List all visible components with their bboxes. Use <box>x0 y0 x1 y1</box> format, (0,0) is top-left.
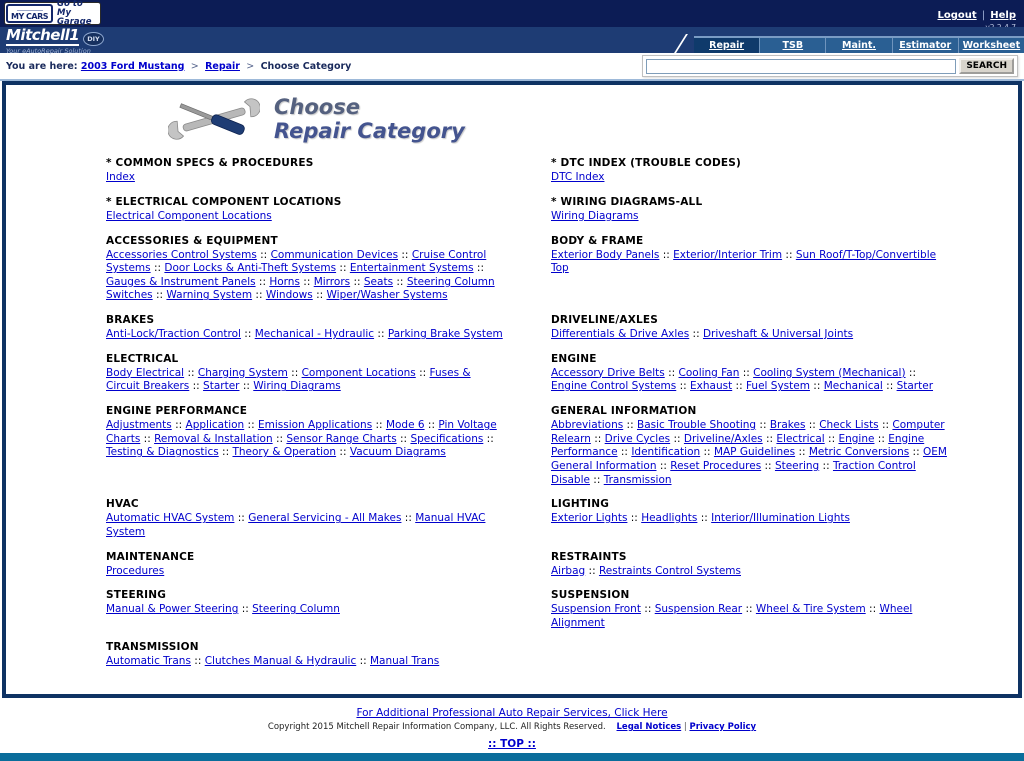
category-link[interactable]: Cooling System (Mechanical) <box>753 366 906 379</box>
link-separator: :: <box>299 275 314 288</box>
link-separator: :: <box>659 248 674 261</box>
category-link[interactable]: Fuses & Circuit Breakers <box>106 366 471 393</box>
link-separator: :: <box>676 380 691 393</box>
divider: | <box>981 10 986 21</box>
link-separator: :: <box>252 289 266 302</box>
link-separator: :: <box>393 275 407 288</box>
link-separator: :: <box>184 366 198 379</box>
category-section <box>106 498 503 539</box>
tab-maint[interactable]: Maint. <box>825 38 891 53</box>
link-separator: :: <box>623 419 637 432</box>
plate-decoration <box>17 7 43 11</box>
category-link[interactable]: Driveline/Axles <box>683 432 763 445</box>
breadcrumb-separator: > <box>246 60 255 72</box>
category-link[interactable]: Adjustments <box>106 419 172 432</box>
breadcrumb-row <box>0 53 1024 79</box>
breadcrumb-repair-link[interactable]: Repair <box>205 60 240 72</box>
privacy-policy-link[interactable]: Privacy Policy <box>689 722 757 733</box>
my-cars-plate-button[interactable] <box>6 4 53 23</box>
category-link[interactable]: Exhaust <box>690 380 733 393</box>
link-separator: :: <box>336 262 350 275</box>
footer-services-link[interactable]: For Additional Professional Auto Repair Services, Click Here <box>356 707 668 720</box>
category-section <box>106 157 503 185</box>
category-heading: ENGINE PERFORMANCE <box>106 405 248 418</box>
search-input[interactable] <box>646 59 956 74</box>
link-separator: :: <box>882 380 897 393</box>
main-content <box>2 81 1022 698</box>
link-separator: :: <box>656 459 671 472</box>
link-separator: :: <box>739 366 754 379</box>
category-section <box>551 196 948 224</box>
category-section <box>106 405 503 487</box>
category-link[interactable]: Exterior/Interior Trim <box>673 248 783 261</box>
link-separator: :: <box>239 380 254 393</box>
category-link[interactable]: Brakes <box>769 419 806 432</box>
link-separator: :: <box>640 603 655 616</box>
link-separator: :: <box>670 432 684 445</box>
category-link[interactable]: Sun Roof/T-Top/Convertible Top <box>551 248 937 275</box>
category-link[interactable]: Wiring Diagrams <box>551 209 639 222</box>
category-link[interactable]: Traction Control Disable <box>551 459 916 486</box>
category-link[interactable]: Fuel System <box>745 380 810 393</box>
category-links <box>551 419 948 487</box>
category-link[interactable]: Parking Brake System <box>387 328 503 341</box>
category-link[interactable]: Door Locks & Anti-Theft Systems <box>164 262 337 275</box>
link-separator: :: <box>152 289 167 302</box>
link-separator: :: <box>762 432 777 445</box>
category-link[interactable]: Emission Applications <box>257 419 373 432</box>
link-separator: :: <box>732 380 746 393</box>
category-section <box>551 641 948 669</box>
category-link[interactable]: Differentials & Drive Axles <box>551 328 690 341</box>
category-link[interactable]: Interior/Illumination Lights <box>711 512 850 525</box>
category-section <box>106 589 503 630</box>
category-heading: TRANSMISSION <box>106 641 199 654</box>
brand-tagline: Your eAutoRepair Solution <box>6 47 91 55</box>
category-link[interactable]: Electrical Component Locations <box>106 209 272 222</box>
category-heading: ENGINE <box>551 352 597 365</box>
category-link[interactable]: General Servicing - All Makes <box>248 512 402 525</box>
tab-worksheet[interactable]: Worksheet <box>958 38 1024 53</box>
category-link[interactable]: Wiper/Washer Systems <box>326 289 448 302</box>
tab-estimator[interactable]: Estimator <box>892 38 958 53</box>
mitchell1-logo: Mitchell1 <box>6 26 80 44</box>
category-link[interactable]: Pin Voltage Charts <box>106 419 497 445</box>
category-link[interactable]: Airbag <box>551 564 586 577</box>
category-link[interactable]: Engine Control Systems <box>551 380 677 393</box>
link-separator: :: <box>878 419 893 432</box>
link-separator: :: <box>585 564 599 577</box>
category-link[interactable]: Cruise Control Systems <box>106 248 487 275</box>
go-to-my-garage-button[interactable]: Go to My Garage <box>57 0 92 27</box>
breadcrumb-separator: > <box>190 60 199 72</box>
link-separator: :: <box>372 419 386 432</box>
link-separator: :: <box>824 432 839 445</box>
category-heading: * WIRING DIAGRAMS-ALL <box>551 195 703 208</box>
back-to-top-link[interactable]: :: TOP :: <box>488 738 536 751</box>
link-separator: :: <box>689 328 703 341</box>
category-link[interactable]: DTC Index <box>551 171 605 184</box>
link-separator: :: <box>874 432 889 445</box>
category-link[interactable]: Automatic Trans <box>106 655 191 668</box>
link-separator: :: <box>336 446 350 459</box>
page-title-line1: Choose <box>274 95 360 119</box>
link-separator: :: <box>244 419 258 432</box>
link-separator: :: <box>256 248 271 261</box>
category-link[interactable]: Electrical <box>776 432 825 445</box>
link-separator: :: <box>805 419 820 432</box>
category-link[interactable]: Abbreviations <box>551 419 624 432</box>
my-garage-button-group[interactable] <box>4 2 101 25</box>
logout-link[interactable]: Logout <box>937 10 977 21</box>
link-separator: :: <box>795 446 809 459</box>
category-section <box>106 314 503 342</box>
category-links <box>106 367 503 394</box>
category-link[interactable]: Check Lists <box>819 419 879 432</box>
link-separator: :: <box>398 248 412 261</box>
category-heading: * ELECTRICAL COMPONENT LOCATIONS <box>106 195 342 208</box>
link-separator: :: <box>697 512 712 525</box>
category-link[interactable]: Mechanical - Hydraulic <box>254 328 375 341</box>
breadcrumb-vehicle-link[interactable]: 2003 Ford Mustang <box>80 60 185 72</box>
page-title-block <box>168 95 1018 143</box>
category-link[interactable]: Basic Trouble Shooting <box>636 419 757 432</box>
category-heading: MAINTENANCE <box>106 550 195 563</box>
category-links <box>551 171 948 185</box>
category-link[interactable]: Steering <box>774 459 820 472</box>
category-links <box>551 367 948 394</box>
category-links <box>551 603 948 630</box>
category-link[interactable]: Gauges & Instrument Panels <box>106 275 256 288</box>
category-heading: GENERAL INFORMATION <box>551 405 697 418</box>
top-bar <box>0 0 1024 27</box>
link-separator: :: <box>782 248 796 261</box>
category-link[interactable]: Automatic HVAC System <box>106 512 235 525</box>
category-heading: BRAKES <box>106 314 155 327</box>
category-heading: * COMMON SPECS & PROCEDURES <box>106 157 314 170</box>
category-link[interactable]: Communication Devices <box>270 248 399 261</box>
link-separator: :: <box>819 459 833 472</box>
categories-grid <box>106 157 948 680</box>
link-separator: :: <box>150 262 165 275</box>
category-link[interactable]: Wheel & Tire System <box>755 603 866 616</box>
tab-tsb[interactable]: TSB <box>759 38 825 53</box>
category-heading: RESTRAINTS <box>551 550 627 563</box>
link-separator: :: <box>483 432 494 445</box>
link-separator: :: <box>272 432 287 445</box>
category-link[interactable]: Seats <box>363 275 394 288</box>
category-links <box>106 419 503 460</box>
link-separator: :: <box>809 380 824 393</box>
link-separator: :: <box>356 655 370 668</box>
category-link[interactable]: Starter <box>896 380 934 393</box>
category-link[interactable]: OEM General Information <box>551 446 947 472</box>
category-links <box>551 249 948 276</box>
category-links <box>106 328 503 342</box>
main-tabs <box>694 36 1024 53</box>
page-title-line2: Repair Category <box>274 119 465 144</box>
divider: | <box>683 722 687 733</box>
diy-badge: DIY <box>83 32 104 46</box>
link-separator: :: <box>909 446 923 459</box>
category-link[interactable]: Index <box>106 171 135 184</box>
category-section <box>551 551 948 579</box>
category-link[interactable]: Specifications <box>410 432 484 445</box>
category-section <box>106 353 503 394</box>
category-link[interactable]: Steering Column Switches <box>106 275 495 302</box>
link-separator: :: <box>905 366 916 379</box>
category-link[interactable]: Driveshaft & Universal Joints <box>702 328 854 341</box>
category-links <box>106 565 503 579</box>
category-link[interactable]: Steering Column <box>252 603 340 616</box>
category-section <box>106 235 503 304</box>
link-separator: :: <box>589 473 604 486</box>
category-link[interactable]: Mechanical <box>823 380 883 393</box>
link-separator: :: <box>374 328 388 341</box>
category-section <box>551 314 948 342</box>
content-outer <box>0 79 1024 698</box>
category-link[interactable]: MAP Guidelines <box>713 446 796 459</box>
category-link[interactable]: Accessories Control Systems <box>106 248 257 261</box>
link-separator: :: <box>742 603 756 616</box>
link-separator: :: <box>664 366 679 379</box>
search-button[interactable]: SEARCH <box>959 58 1014 74</box>
breadcrumb-prefix: You are here: <box>6 60 78 72</box>
category-link[interactable]: Suspension Front <box>551 603 641 616</box>
category-links <box>106 210 503 224</box>
category-link[interactable]: Anti-Lock/Traction Control <box>106 328 241 341</box>
category-link[interactable]: Exterior Body Panels <box>551 248 660 261</box>
category-section <box>106 196 503 224</box>
breadcrumb-current: Choose Category <box>260 60 352 72</box>
category-links <box>551 565 948 579</box>
link-separator: :: <box>415 366 430 379</box>
category-link[interactable]: Manual Trans <box>370 655 440 668</box>
category-link[interactable]: Removal & Installation <box>154 432 273 445</box>
link-separator: :: <box>473 262 484 275</box>
category-link[interactable]: Theory & Operation <box>232 446 337 459</box>
category-link[interactable]: Warning System <box>166 289 253 302</box>
category-heading: ELECTRICAL <box>106 352 179 365</box>
category-link[interactable]: Charging System <box>197 366 288 379</box>
category-section <box>551 498 948 539</box>
category-links <box>106 171 503 185</box>
legal-notices-link[interactable]: Legal Notices <box>616 722 682 733</box>
category-link[interactable]: Vacuum Diagrams <box>349 446 446 459</box>
category-links <box>106 249 503 304</box>
link-separator: :: <box>865 603 880 616</box>
category-link[interactable]: Windows <box>265 289 313 302</box>
category-link[interactable]: Exterior Lights <box>551 512 628 525</box>
category-link[interactable]: Starter <box>203 380 240 393</box>
link-separator: :: <box>761 459 775 472</box>
category-link[interactable]: Clutches Manual & Hydraulic <box>204 655 357 668</box>
category-link[interactable]: Transmission <box>603 473 672 486</box>
category-link[interactable]: Sensor Range Charts <box>286 432 397 445</box>
category-link[interactable]: Horns <box>269 275 300 288</box>
category-heading: BODY & FRAME <box>551 234 644 247</box>
bottom-accent-bar <box>0 753 1024 761</box>
category-links <box>551 210 948 224</box>
link-separator: :: <box>312 289 327 302</box>
footer <box>0 698 1024 753</box>
category-link[interactable]: Wiring Diagrams <box>253 380 341 393</box>
category-section <box>551 589 948 630</box>
category-links <box>551 328 948 342</box>
category-link[interactable]: Application <box>185 419 245 432</box>
logo-bar <box>0 27 1024 53</box>
category-link[interactable]: Manual HVAC System <box>106 512 486 538</box>
category-link[interactable]: Accessory Drive Belts <box>551 366 665 379</box>
category-link[interactable]: Reset Procedures <box>670 459 762 472</box>
category-link[interactable]: Suspension Rear <box>654 603 743 616</box>
link-separator: :: <box>171 419 186 432</box>
link-separator: :: <box>424 419 439 432</box>
category-link[interactable]: Headlights <box>641 512 698 525</box>
link-separator: :: <box>700 446 714 459</box>
category-heading: ACCESSORIES & EQUIPMENT <box>106 234 278 247</box>
breadcrumb <box>6 61 351 72</box>
link-separator: :: <box>350 275 364 288</box>
link-separator: :: <box>189 380 204 393</box>
category-link[interactable]: Computer Relearn <box>551 419 945 445</box>
category-link[interactable]: Mirrors <box>313 275 351 288</box>
category-heading: LIGHTING <box>551 498 610 511</box>
category-section <box>106 551 503 579</box>
link-separator: :: <box>234 512 249 525</box>
link-separator: :: <box>218 446 233 459</box>
brand-block <box>6 28 104 55</box>
category-links <box>106 603 503 617</box>
category-heading: HVAC <box>106 498 139 511</box>
category-link[interactable]: Cooling Fan <box>678 366 740 379</box>
category-link[interactable]: Entertainment Systems <box>349 262 474 275</box>
link-separator: :: <box>590 432 605 445</box>
category-heading: * DTC INDEX (TROUBLE CODES) <box>551 157 742 170</box>
category-section <box>551 157 948 185</box>
category-links <box>551 512 948 526</box>
help-link[interactable]: Help <box>990 10 1016 21</box>
category-link[interactable]: Engine <box>838 432 875 445</box>
link-separator: :: <box>255 275 270 288</box>
crossed-tools-icon <box>168 95 260 143</box>
link-separator: :: <box>240 328 255 341</box>
category-link[interactable]: Drive Cycles <box>604 432 671 445</box>
category-link[interactable]: Metric Conversions <box>808 446 910 459</box>
link-separator: :: <box>627 512 642 525</box>
footer-copyright-row <box>0 722 1024 732</box>
copyright-text: Copyright 2015 Mitchell Repair Information Company, LLC. All Rights Reserved. <box>267 722 606 733</box>
category-link[interactable]: Restraints Control Systems <box>598 564 741 577</box>
category-section <box>551 235 948 304</box>
category-link[interactable]: Manual & Power Steering <box>106 603 239 616</box>
link-separator: :: <box>396 432 411 445</box>
category-section <box>106 641 503 669</box>
category-link[interactable]: Engine Performance <box>551 432 925 459</box>
link-separator: :: <box>617 446 632 459</box>
category-section <box>551 405 948 487</box>
search-panel <box>642 55 1018 77</box>
category-heading: SUSPENSION <box>551 589 630 602</box>
category-link[interactable]: Component Locations <box>301 366 416 379</box>
link-separator: :: <box>287 366 302 379</box>
category-heading: DRIVELINE/AXLES <box>551 314 659 327</box>
tab-repair[interactable]: Repair <box>694 38 759 53</box>
category-links <box>106 512 503 539</box>
category-heading: STEERING <box>106 589 167 602</box>
my-cars-label: MY CARS <box>11 11 49 21</box>
category-link[interactable]: Body Electrical <box>106 366 185 379</box>
category-link[interactable]: Mode 6 <box>385 419 425 432</box>
category-link[interactable]: Procedures <box>106 564 165 577</box>
category-section <box>551 353 948 394</box>
link-separator: :: <box>756 419 770 432</box>
link-separator: :: <box>190 655 205 668</box>
link-separator: :: <box>140 432 155 445</box>
category-link[interactable]: Wheel Alignment <box>551 603 913 629</box>
link-separator: :: <box>401 512 416 525</box>
link-separator: :: <box>238 603 253 616</box>
category-link[interactable]: Identification <box>631 446 701 459</box>
category-link[interactable]: Testing & Diagnostics <box>106 446 219 459</box>
category-links <box>106 655 503 669</box>
